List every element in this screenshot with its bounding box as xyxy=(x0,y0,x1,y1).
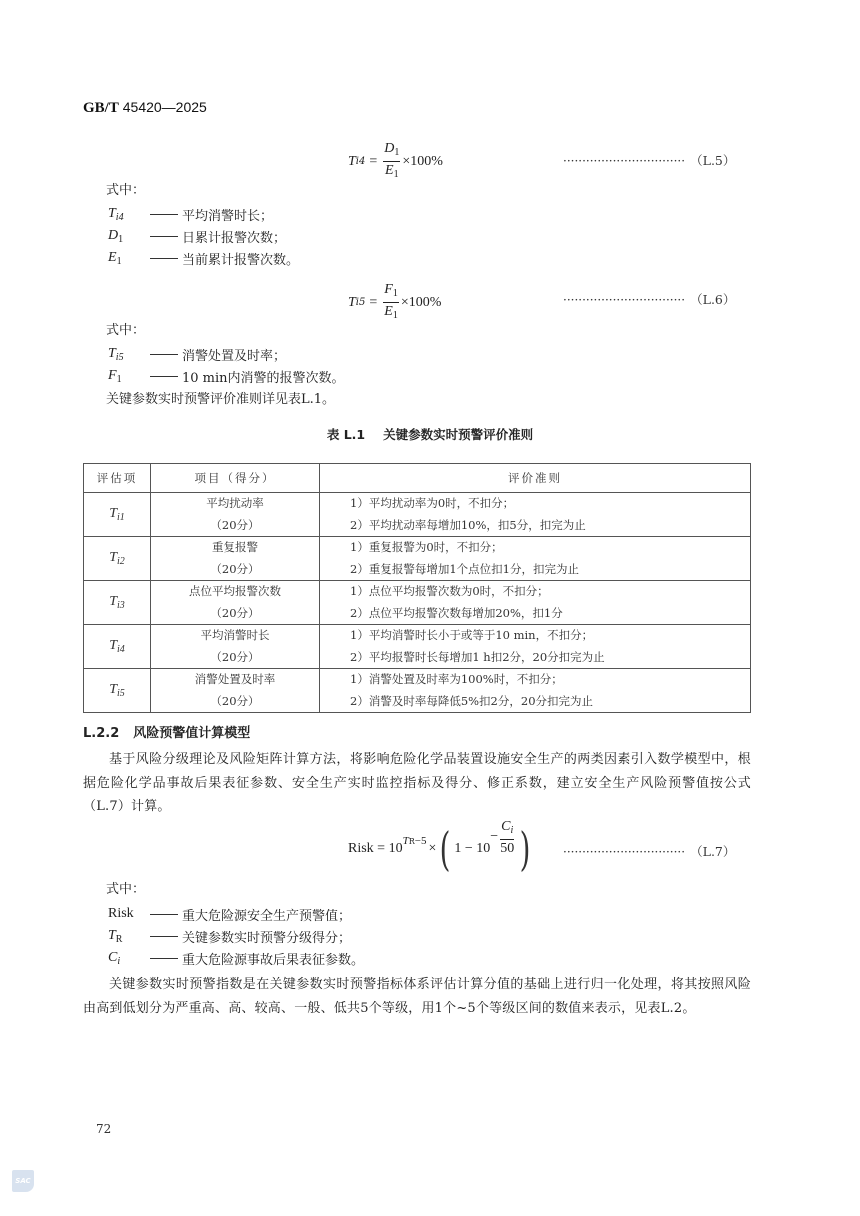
definitions-l6 xyxy=(108,343,345,387)
criteria-cell xyxy=(320,537,751,581)
project-score: （20分） xyxy=(210,649,260,664)
section-number: L.2.2 xyxy=(83,726,120,741)
numerator: F xyxy=(384,282,393,297)
column-header: 评价准则 xyxy=(320,464,751,493)
equation-number: （L.5） xyxy=(690,153,736,168)
item-subscript: i3 xyxy=(117,600,125,611)
where-label: 式中： xyxy=(106,323,146,338)
item-subscript: i1 xyxy=(117,512,125,523)
inner-numerator: C xyxy=(501,818,511,834)
def-text: 平均消警时长； xyxy=(182,208,274,224)
criteria-cell xyxy=(320,669,751,713)
equation-l6 xyxy=(348,281,441,324)
inner-exponent xyxy=(490,818,516,857)
def-symbol: E xyxy=(108,249,117,265)
item-symbol: T xyxy=(109,550,117,565)
table-header-row xyxy=(84,464,751,493)
def-subscript: i5 xyxy=(115,351,124,363)
def-subscript: 1 xyxy=(116,373,122,385)
criterion-1: 1）点位平均报警次数为0时，不扣分； xyxy=(350,584,549,598)
def-symbol: T xyxy=(108,205,116,221)
em-dash xyxy=(150,258,178,259)
definition-row xyxy=(108,343,345,365)
paragraph-warning-index: 关键参数实时预警指数是在关键参数实时预警指标体系评估计算分值的基础上进行归一化处理，将其按照风险由高到低划分为严重高、高、较高、一般、低共5个等级，用1个~5个等级区间的数值来表示，见表L.2。 xyxy=(83,977,751,1016)
equation-number-l6-row xyxy=(563,289,735,308)
project-score: （20分） xyxy=(210,561,260,576)
criterion-1: 1）平均消警时长小于或等于10 min，不扣分； xyxy=(350,628,594,642)
project-score-cell xyxy=(151,537,320,581)
inner-fraction xyxy=(500,818,514,857)
equation-number-l5-row xyxy=(563,150,735,169)
em-dash xyxy=(150,376,178,377)
equation-l5 xyxy=(348,140,443,183)
equation-number: （L.6） xyxy=(690,292,736,307)
def-text: 10 min内消警的报警次数。 xyxy=(182,370,345,386)
leader-dots: ································ xyxy=(563,845,686,859)
standard-number: 45420—2025 xyxy=(122,99,207,115)
eq-lhs: Risk = 10 xyxy=(348,841,403,856)
project-score: （20分） xyxy=(210,517,260,532)
item-symbol: T xyxy=(109,506,117,521)
column-header: 项目（得分） xyxy=(151,464,320,493)
project-name: 消警处置及时率 xyxy=(194,672,276,686)
denominator-sub: 1 xyxy=(393,169,399,180)
eq-tail: ×100% xyxy=(402,153,443,169)
times-sign: × xyxy=(428,841,437,856)
table-reference-sentence: 关键参数实时预警评价准则详见表L.1。 xyxy=(106,392,336,407)
item-subscript: i2 xyxy=(117,556,125,567)
standard-header xyxy=(83,99,207,117)
inner-exponent-sign: − xyxy=(490,829,499,844)
em-dash xyxy=(150,236,178,237)
numerator-sub: 1 xyxy=(392,288,398,299)
def-subscript: 1 xyxy=(116,255,122,267)
equation-l7 xyxy=(348,818,534,880)
def-text: 消警处置及时率； xyxy=(182,348,287,364)
table-caption-title: 关键参数实时预警评价准则 xyxy=(383,427,534,442)
criterion-1: 1）消警处置及时率为100%时，不扣分； xyxy=(350,672,563,686)
criterion-2: 2）平均报警时长每增加1 h扣2分，20分扣完为止 xyxy=(350,649,605,664)
exponent-subscript: R xyxy=(408,837,415,846)
evaluation-item-cell xyxy=(84,493,151,537)
table-row xyxy=(84,581,751,625)
eq-lhs-symbol: T xyxy=(348,153,356,169)
project-name: 点位平均报警次数 xyxy=(189,584,281,598)
fraction xyxy=(383,281,399,324)
right-paren: ) xyxy=(519,822,531,876)
evaluation-item-cell xyxy=(84,625,151,669)
def-subscript: R xyxy=(115,933,123,945)
def-subscript: i xyxy=(117,955,121,967)
left-paren: ( xyxy=(439,822,451,876)
sac-logo-icon: SAC xyxy=(12,1170,34,1192)
numerator-sub: 1 xyxy=(394,147,400,158)
em-dash xyxy=(150,936,178,937)
criteria-cell xyxy=(320,625,751,669)
inner-base: 1 − 10 xyxy=(454,841,491,856)
item-subscript: i4 xyxy=(117,644,125,655)
evaluation-criteria-table xyxy=(83,463,751,713)
definitions-l5 xyxy=(108,203,299,269)
section-title: 风险预警值计算模型 xyxy=(133,726,251,741)
project-score-cell xyxy=(151,625,320,669)
project-score: （20分） xyxy=(210,605,260,620)
eq-lhs-subscript: i5 xyxy=(355,297,366,308)
definition-row xyxy=(108,365,345,387)
where-label: 式中： xyxy=(106,183,146,198)
item-subscript: i5 xyxy=(117,688,125,699)
em-dash xyxy=(150,914,178,915)
def-symbol: T xyxy=(108,927,116,943)
denominator: E xyxy=(384,304,393,319)
em-dash xyxy=(150,214,178,215)
definition-row xyxy=(108,225,299,247)
fraction xyxy=(383,140,400,183)
project-score: （20分） xyxy=(210,693,260,708)
def-symbol: D xyxy=(108,227,119,243)
leader-dots: ································ xyxy=(563,154,686,168)
definition-row xyxy=(108,203,299,225)
exponent xyxy=(403,835,427,847)
def-text: 关键参数实时预警分级得分； xyxy=(182,930,352,946)
inner-numerator-sub: i xyxy=(510,824,514,836)
eq-lhs-subscript: i4 xyxy=(355,156,366,167)
em-dash xyxy=(150,958,178,959)
def-text: 日累计报警次数； xyxy=(182,230,287,246)
equals-sign: = xyxy=(369,153,378,169)
item-symbol: T xyxy=(109,594,117,609)
def-subscript: i4 xyxy=(115,211,124,223)
exponent-symbol: T xyxy=(402,835,409,847)
evaluation-item-cell xyxy=(84,581,151,625)
def-text: 重大危险源安全生产预警值； xyxy=(182,908,352,924)
def-symbol: Risk xyxy=(108,906,134,921)
standard-prefix: GB/T xyxy=(83,100,119,116)
evaluation-item-cell xyxy=(84,669,151,713)
evaluation-item-cell xyxy=(84,537,151,581)
eq-lhs-symbol: T xyxy=(348,294,356,310)
em-dash xyxy=(150,354,178,355)
equation-number: （L.7） xyxy=(690,844,736,859)
def-symbol: F xyxy=(108,367,117,383)
exponent-tail: −5 xyxy=(414,835,427,847)
def-text: 当前累计报警次数。 xyxy=(182,252,300,268)
def-symbol: T xyxy=(108,345,116,361)
criterion-2: 2）重复报警每增加1个点位扣1分，扣完为止 xyxy=(350,561,579,576)
project-score-cell xyxy=(151,669,320,713)
table-row xyxy=(84,493,751,537)
criteria-cell xyxy=(320,493,751,537)
def-symbol: C xyxy=(108,949,118,965)
section-heading xyxy=(83,722,250,741)
project-name: 平均扰动率 xyxy=(206,496,264,510)
numerator: D xyxy=(384,141,395,156)
criterion-2: 2）平均扰动率每增加10%，扣5分，扣完为止 xyxy=(350,517,586,532)
table-row xyxy=(84,537,751,581)
project-name: 平均消警时长 xyxy=(200,628,270,642)
column-header: 评估项 xyxy=(84,464,151,493)
definition-row xyxy=(108,903,364,925)
project-name: 重复报警 xyxy=(212,540,258,554)
inner-denominator: 50 xyxy=(500,840,515,856)
def-text: 重大危险源事故后果表征参数。 xyxy=(182,952,365,968)
denominator-sub: 1 xyxy=(392,310,398,321)
leader-dots: ································ xyxy=(563,293,686,307)
denominator: E xyxy=(385,163,394,178)
paragraph-model-intro: 基于风险分级理论及风险矩阵计算方法，将影响危险化学品装置设施安全生产的两类因素引入数学模型中，根据危险化学品事故后果表征参数、安全生产实时监控指标及得分、修正系数，建立安全生产风险预警值按公式（L.7）计算。 xyxy=(83,752,751,814)
definition-row xyxy=(108,247,299,269)
equals-sign: = xyxy=(369,294,378,310)
definitions-l7 xyxy=(108,903,364,969)
table-caption xyxy=(0,425,860,443)
criterion-2: 2）消警及时率每降低5%扣2分，20分扣完为止 xyxy=(350,693,594,708)
page-number: 72 xyxy=(96,1122,112,1136)
criterion-2: 2）点位平均报警次数每增加20%，扣1分 xyxy=(350,605,563,620)
table-row xyxy=(84,625,751,669)
def-subscript: 1 xyxy=(118,233,124,245)
definition-row xyxy=(108,947,364,969)
eq-tail: ×100% xyxy=(400,294,442,310)
equation-number-l7-row xyxy=(563,841,735,860)
item-symbol: T xyxy=(109,682,117,697)
criteria-cell xyxy=(320,581,751,625)
item-symbol: T xyxy=(109,638,117,653)
project-score-cell xyxy=(151,493,320,537)
where-label: 式中： xyxy=(106,882,146,897)
project-score-cell xyxy=(151,581,320,625)
criterion-1: 1）平均扰动率为0时，不扣分； xyxy=(350,496,515,510)
definition-row xyxy=(108,925,364,947)
table-caption-number: 表 L.1 xyxy=(326,427,366,442)
criterion-1: 1）重复报警为0时，不扣分； xyxy=(350,540,503,554)
table-row xyxy=(84,669,751,713)
